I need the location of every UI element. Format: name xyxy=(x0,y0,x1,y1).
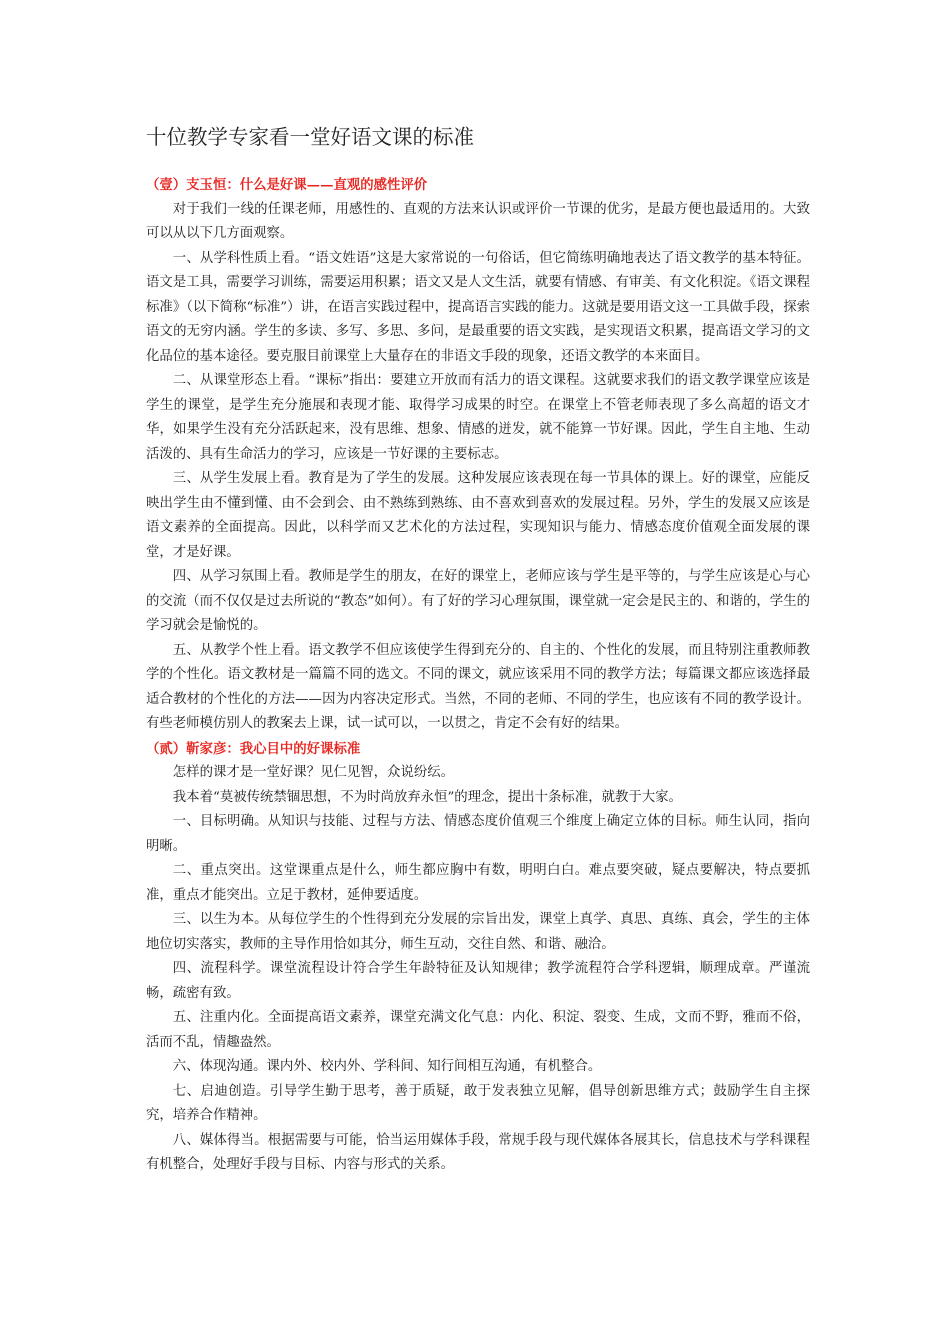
paragraph: 四、流程科学。课堂流程设计符合学生年龄特征及认知规律；教学流程符合学科逻辑，顺理成章。严谨流畅，疏密有致。 xyxy=(146,961,810,1001)
paragraph: 七、启迪创造。引导学生勤于思考，善于质疑，敢于发表独立见解，倡导创新思维方式；鼓励学生自主探究，培养合作精神。 xyxy=(146,1083,810,1123)
paragraph: 三、从学生发展上看。教育是为了学生的发展。这种发展应该表现在每一节具体的课上。好的课堂，应能反映出学生由不懂到懂、由不会到会、由不熟练到熟练、由不喜欢到喜欢的发展过程。另外，学生的发展又应该是语文素养的全面提高。因此，以科学而又艺术化的方法过程，实现知识与能力、情感态度价值观全面发展的课堂，才是好课。 xyxy=(146,471,810,560)
paragraph: 八、媒体得当。根据需要与可能，恰当运用媒体手段，常规手段与现代媒体各展其长，信息技术与学科课程有机整合，处理好手段与目标、内容与形式的关系。 xyxy=(146,1132,810,1172)
paragraph: 二、重点突出。这堂课重点是什么，师生都应胸中有数，明明白白。难点要突破，疑点要解决，特点要抓准，重点才能突出。立足于教材，延伸要适度。 xyxy=(146,863,810,903)
paragraph: 怎样的课才是一堂好课？见仁见智，众说纷纭。 xyxy=(172,765,454,780)
paragraph: 五、从教学个性上看。语文教学不但应该使学生得到充分的、自主的、个性化的发展，而且特别注重教师教学的个性化。语文教材是一篇篇不同的选文。不同的课文，就应该采用不同的教学方法；每篇课文都应该选择最适合教材的个性化的方法——因为内容决定形式。当然，不同的老师、不同的学生，也应该有不同的教学设计。有些老师模仿别人的教案去上课，试一试可以，一以贯之，肯定不会有好的结果。 xyxy=(146,642,810,731)
paragraph: 三、以生为本。从每位学生的个性得到充分发展的宗旨出发，课堂上真学、真思、真练、真会，学生的主体地位切实落实，教师的主导作用恰如其分，师生互动，交往自然、和谐、融洽。 xyxy=(146,912,810,952)
document-title: 十位教学专家看一堂好语文课的标准 xyxy=(146,125,474,149)
paragraph: 我本着“莫被传统禁锢思想，不为时尚放弃永恒”的理念，提出十条标准，就教于大家。 xyxy=(172,789,682,805)
paragraph: 对于我们一线的任课老师，用感性的、直观的方法来认识或评价一节课的优劣，是最方便也最适用的。大致可以从以下几方面观察。 xyxy=(146,201,810,241)
paragraph: 六、体现沟通。课内外、校内外、学科间、知行间相互沟通，有机整合。 xyxy=(172,1059,602,1074)
paragraph: 二、从课堂形态上看。“课标”指出：要建立开放而有活力的语文课程。这就要求我们的语文教学课堂应该是学生的课堂，是学生充分施展和表现才能、取得学习成果的时空。在课堂上不管老师表现了多么高超的语文才华，如果学生没有充分活跃起来，没有思维、想象、情感的迸发，就不能算一节好课。因此，学生自主地、生动活泼的、具有生命活力的学习，应该是一节好课的主要标志。 xyxy=(146,373,810,462)
paragraph: 四、从学习氛围上看。教师是学生的朋友，在好的课堂上，老师应该与学生是平等的，与学生应该是心与心的交流（而不仅仅是过去所说的“教态”如何）。有了好的学习心理氛围，课堂就一定会是民主的、和谐的，学生的学习就会是愉悦的。 xyxy=(146,569,810,633)
paragraph: 一、从学科性质上看。“语文姓语”这是大家常说的一句俗话，但它简练明确地表达了语文教学的基本特征。语文是工具，需要学习训练，需要运用积累；语文又是人文生活，就要有情感、有审美、有文化积淀。《语文课程标准》（以下简称“标准”）讲，在语言实践过程中，提高语言实践的能力。这就是要用语文这一工具做手段，探索语文的无穷内涵。学生的多读、多写、多思、多问，是最重要的语文实践，是实现语文积累，提高语文学习的文化品位的基本途径。要克服目前课堂上大量存在的非语文手段的现象，还语文教学的本来面目。 xyxy=(146,250,810,364)
section-heading: （壹）支玉恒：什么是好课——直观的感性评价 xyxy=(146,177,428,193)
section-heading: （贰）靳家彦：我心目中的好课标准 xyxy=(146,740,361,757)
document-body xyxy=(146,173,810,1178)
paragraph: 一、目标明确。从知识与技能、过程与方法、情感态度价值观三个维度上确定立体的目标。师生认同，指向明晰。 xyxy=(146,814,810,854)
paragraph: 五、注重内化。全面提高语文素养，课堂充满文化气息：内化、积淀、裂变、生成，文而不野，雅而不俗，活而不乱，情趣盎然。 xyxy=(146,1010,810,1050)
